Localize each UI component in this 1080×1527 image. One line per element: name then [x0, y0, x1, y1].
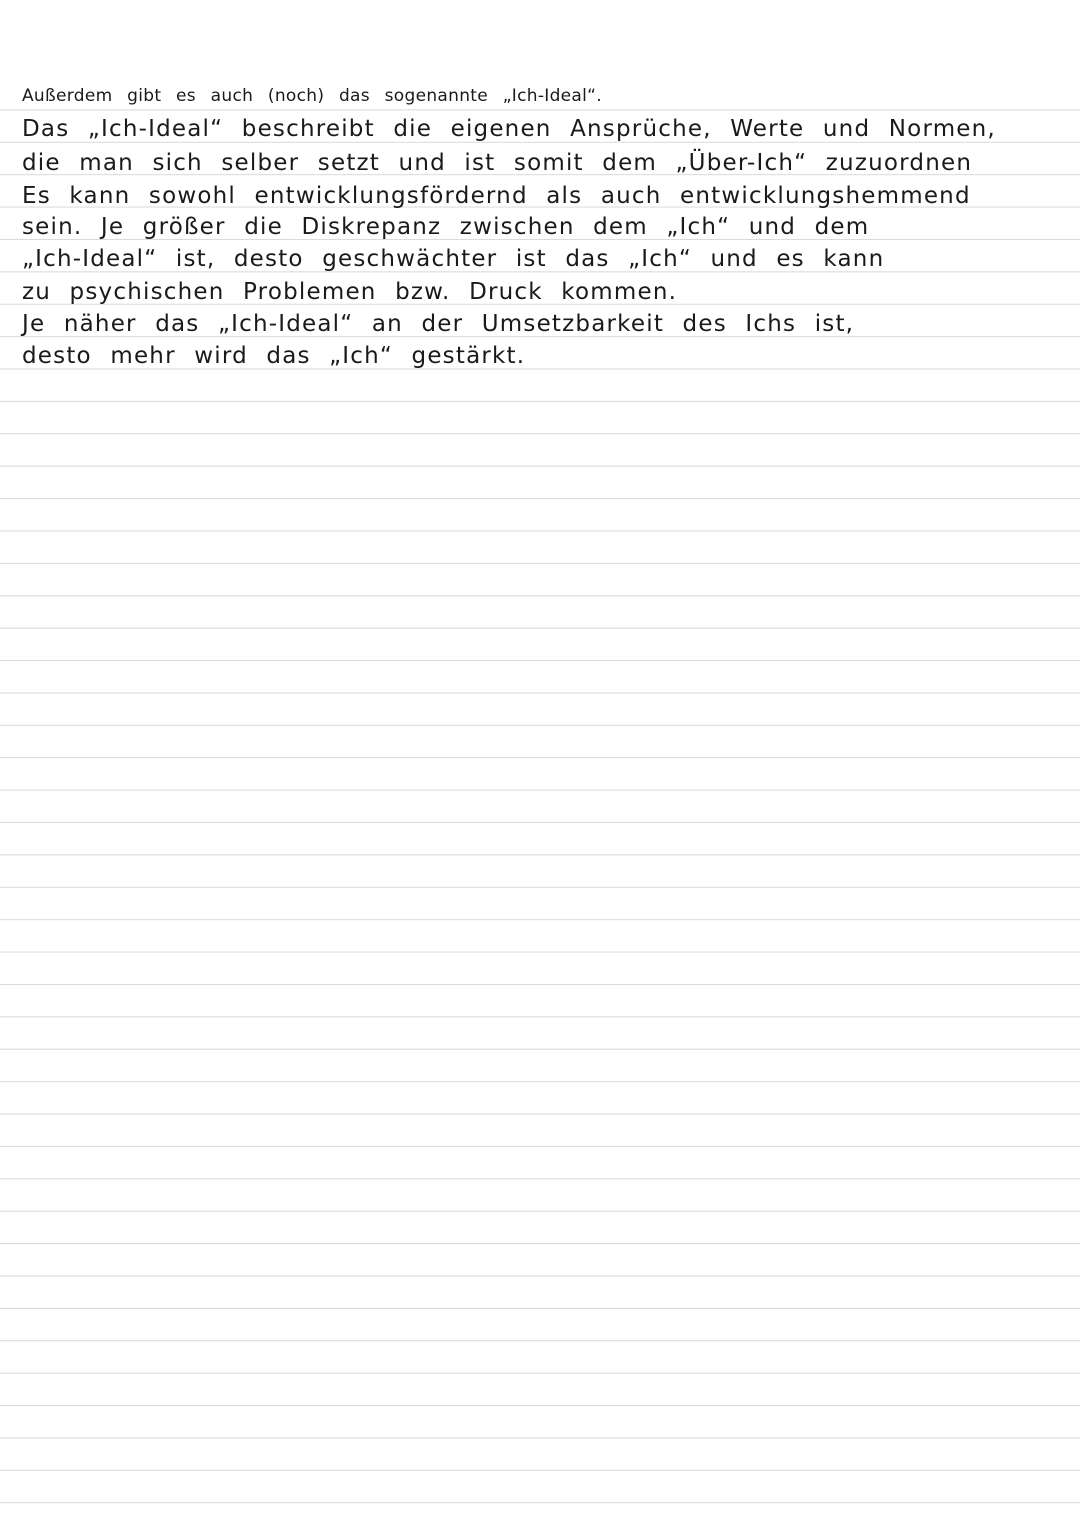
text-line: desto mehr wird das „Ich“ gestärkt.: [22, 343, 526, 369]
text-line: zu psychischen Problemen bzw. Druck kommen.: [22, 279, 678, 305]
text-line: „Ich-Ideal“ ist, desto geschwächter ist das „Ich“ und es kann: [22, 246, 885, 272]
text-line: Es kann sowohl entwicklungsfördernd als auch entwicklungshemmend: [22, 183, 971, 209]
text-line: Außerdem gibt es auch (noch) das sogenannte „Ich-Ideal“.: [22, 86, 602, 106]
text-line: die man sich selber setzt und ist somit dem „Über-Ich“ zuzuordnen: [22, 150, 973, 176]
text-line: Je näher das „Ich-Ideal“ an der Umsetzbarkeit des Ichs ist,: [22, 311, 855, 337]
text-line: sein. Je größer die Diskrepanz zwischen dem „Ich“ und dem: [22, 214, 870, 240]
text-line: Das „Ich-Ideal“ beschreibt die eigenen Ansprüche, Werte und Normen,: [22, 116, 996, 142]
